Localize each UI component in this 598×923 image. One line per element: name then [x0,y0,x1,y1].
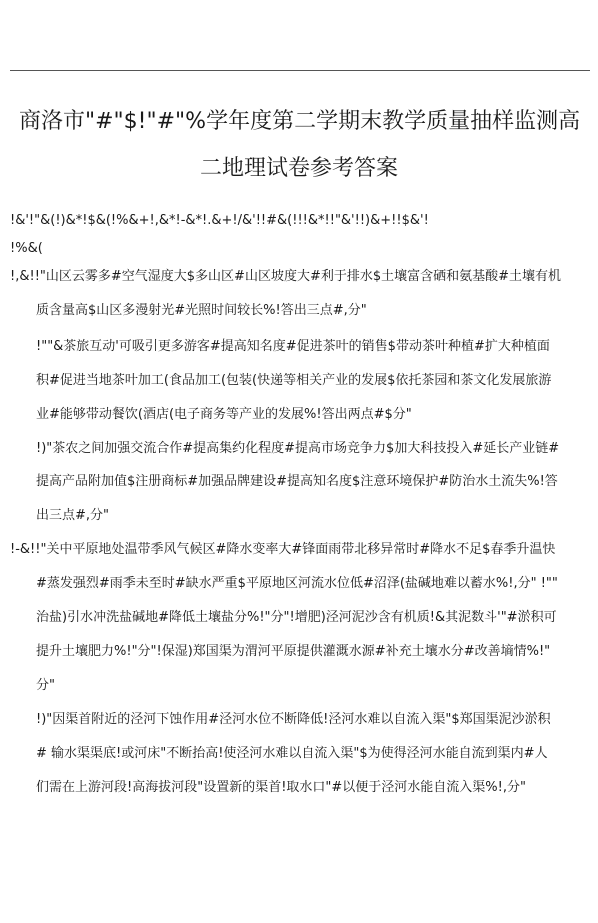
answer-line: !%&( [10,241,43,256]
answer-line: 提升土壤肥力%!"分"!保湿)郑国渠为渭河平原提供灌溉水源#补充土壤水分#改善墒情%!" [36,644,551,659]
answer-line: 积#促进当地茶叶加工(食品加工(包装(快递等相关产业的发展$依托茶园和茶文化发展旅游 [36,373,552,388]
answer-line: 们需在上游河段!高海拔河段"设置新的渠首!取水口"#以便于泾河水能自流入渠%!,分" [36,780,526,795]
answer-line: !)"茶农之间加强交流合作#提高集约化程度#提高市场竞争力$加大科技投入#延长产业链# [36,441,560,456]
answer-line: 业#能够带动餐饮(酒店(电子商务等产业的发展%!答出两点#$分" [36,407,412,422]
document-title-line-1: 商洛市"#"$!"#"%学年度第二学期末教学质量抽样监测高 [19,109,581,134]
answer-line: !-&!!"关中平原地处温带季风气候区#降水变率大#锋面雨带北移异常时#降水不足$春季升温快 [10,542,556,557]
answer-line: 提高产品附加值$注册商标#加强品牌建设#提高知名度$注意环境保护#防治水土流失%!答 [36,474,558,489]
answer-line: # 输水渠渠底!或河床"不断抬高!使泾河水难以自流入渠"$为使得泾河水能自流到渠内#人 [36,746,548,761]
answer-line: !,&!!"山区云雾多#空气湿度大$多山区#山区坡度大#利于排水$土壤富含硒和氨基酸#土壤有机 [10,269,561,284]
answer-line: !""&茶旅互动'可吸引更多游客#提高知名度#促进茶叶的销售$带动茶叶种植#扩大种植面 [36,339,550,354]
answer-line: 分" [36,678,55,693]
answer-line: 出三点#,分" [36,508,110,523]
answer-line: 治盐)引水冲洗盐碱地#降低土壤盐分%!"分"!增肥)泾河泥沙含有机质!&其泥数斗'"#淤积可 [36,610,557,625]
header-rule [10,70,590,71]
answer-line: #蒸发强烈#雨季未至时#缺水严重$平原地区河流水位低#沼泽(盐碱地难以蓄水%!,分" !"" [36,576,558,591]
document-title-line-2: 二地理试卷参考答案 [200,156,399,181]
answer-line: !&'!"&(!)&*!$&(!%&+!,&*!-&*!.&+!/&'!!#&(!!!&*!!"&'!!)&+!!$&'! [10,213,429,228]
answer-line: 质含量高$山区多漫射光#光照时间较长%!答出三点#,分" [36,303,367,318]
answer-line: !)"因渠首附近的泾河下蚀作用#泾河水位不断降低!泾河水难以自流入渠"$郑国渠泥沙淤积 [36,712,551,727]
